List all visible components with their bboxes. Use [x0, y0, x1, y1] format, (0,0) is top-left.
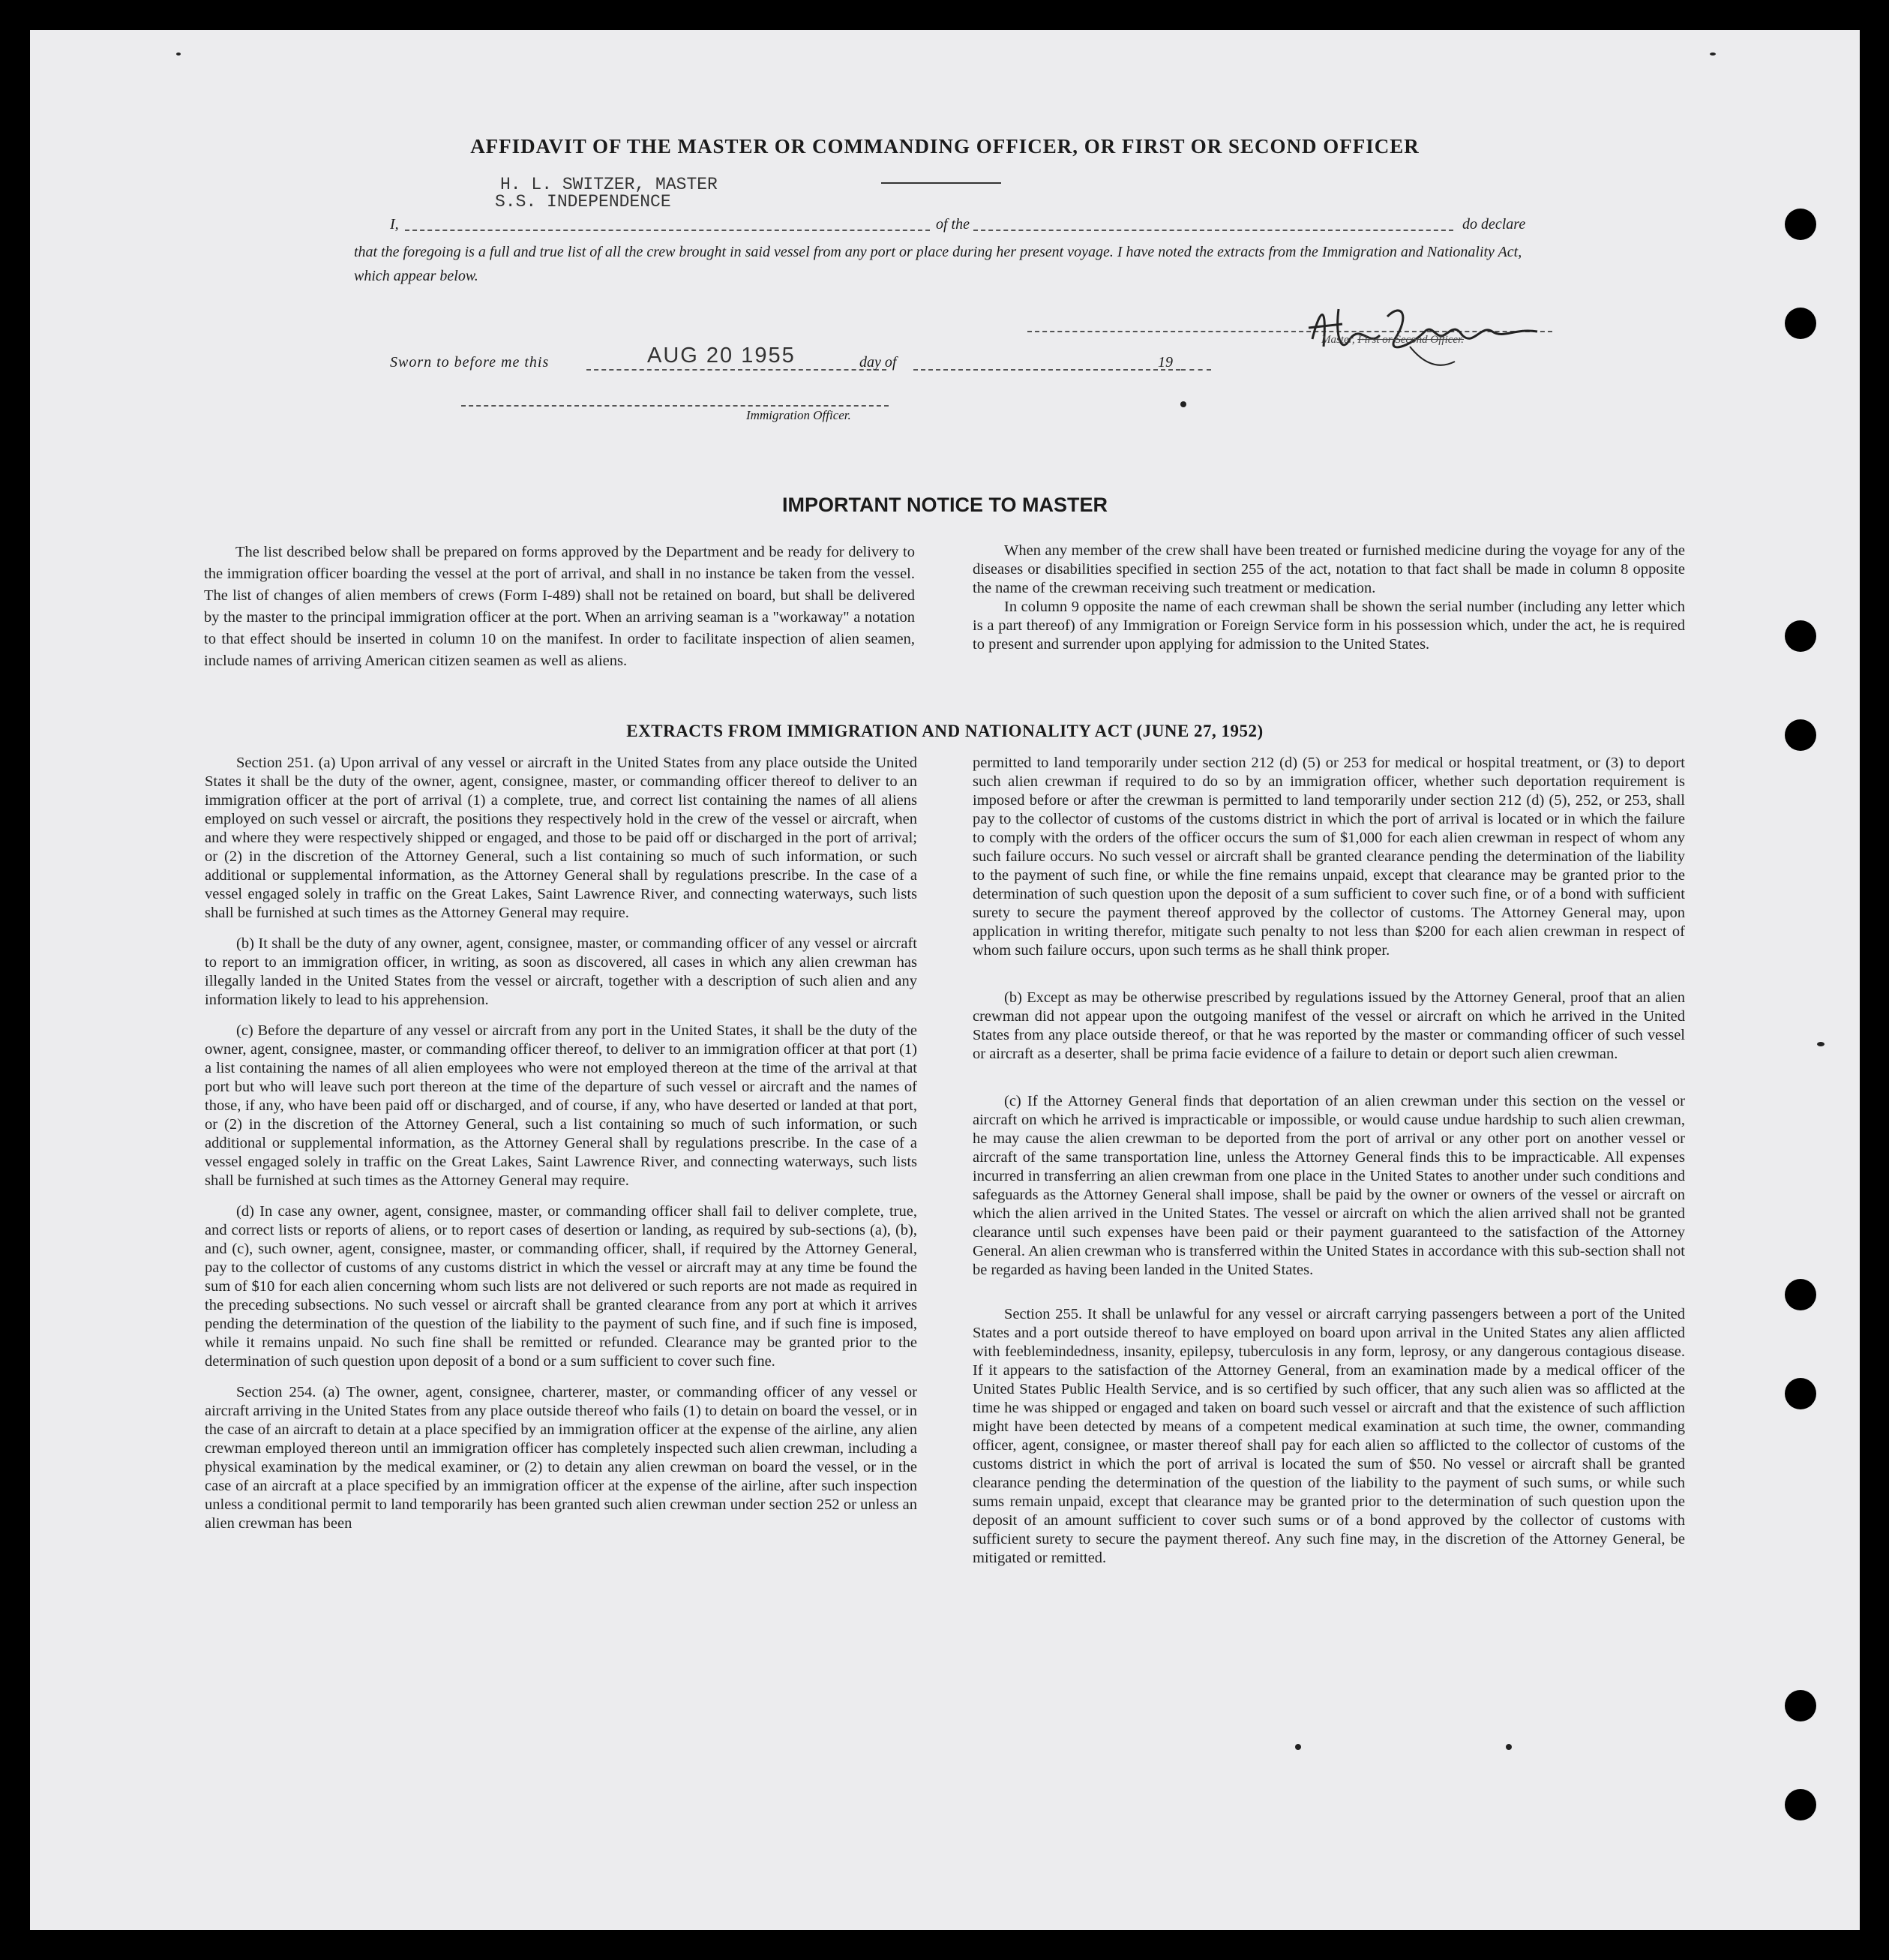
vessel-blank — [973, 230, 1453, 231]
year-blank — [1181, 369, 1211, 371]
declare-do-declare: do declare — [1462, 216, 1526, 233]
affidavit-title: AFFIDAVIT OF THE MASTER OR COMMANDING OFFICER, OR FIRST OR SECOND OFFICER — [470, 135, 1420, 158]
speck — [176, 53, 181, 56]
binder-hole — [1785, 1279, 1816, 1310]
speck — [1506, 1744, 1512, 1750]
signature-caption — [1321, 334, 1464, 347]
caption-master: Master, — [1321, 334, 1358, 346]
section-paragraph: (c) Before the departure of any vessel or aircraft from any port in the United States, it shall be the duty of the owner, agent, consignee, master, or commanding officer thereof, to deliver to an immigration officer at that port (1) a list containing the names of all alien employees who were not employed thereon at the time of the arrival at that port but who will leave such port thereon at the time of the departure of such vessel or aircraft and the names of those, if any, who have been paid off or discharged, and of course, if any, who have deserted or landed at that port, or (2) in the discretion of the Attorney General, such a list containing so much of such information, or such additional or supplemental information, as the Attorney General shall by regulations prescribe. In the case of a vessel engaged solely in traffic on the Great Lakes, Saint Lawrence River, and connecting waterways, such lists shall be furnished at such times as the Attorney General may require. — [205, 1022, 917, 1189]
notice-title: IMPORTANT NOTICE TO MASTER — [782, 494, 1108, 516]
section-paragraph: (d) In case any owner, agent, consignee, master, or commanding officer shall fail to deliver complete, true, and correct lists or reports of aliens, or to report cases of desertion or landing, as required by sub-sections (a), (b), and (c), such owner, agent, consignee, master, or commanding officer, shall, if required by the Attorney General, pay to the collector of customs of any customs district in which the vessel or aircraft may at any time be found the sum of $10 for each alien concerning whom such lists are not delivered or such reports are not made as required in the preceding subsections. No such vessel or aircraft shall be granted clearance from any port at which it arrives pending the determination of the question of the liability to the payment of such fine, and if such fine is imposed, while it remains unpaid. No such fine shall be remitted or refunded. Clearance may be granted prior to the determination of such question upon deposit of a bond or a sum sufficient to cover such fine. — [205, 1203, 917, 1370]
notice-paragraph: The list described below shall be prepared on forms approved by the Department and be ready for delivery to the immigration officer boarding the vessel at the port of arrival, and shall in no instance be taken from the vessel. The list of changes of alien members of crews (Form I-489) shall not be retained on board, but shall be delivered by the master to the principal immigration officer at the port. When an arriving seaman is a "workaway" a notation to that effect should be inserted in column 10 on the manifest. In order to facilitate inspection of alien seamen, include names of arriving American citizen seamen as well as aliens. — [204, 544, 915, 669]
section-paragraph: (b) It shall be the duty of any owner, agent, consignee, master, or commanding officer of any vessel or aircraft to report to an immigration officer, in writing, as soon as discovered, all cases in which any alien crewman has illegally landed in the United States from the vessel or aircraft, together with a description of such alien and any information likely to lead to his apprehension. — [205, 935, 917, 1008]
speck — [1180, 401, 1186, 407]
extracts-right-column — [973, 754, 1685, 1580]
document-page — [30, 30, 1860, 1930]
title-rule — [881, 182, 1001, 184]
stamped-date: AUG 20 1955 — [647, 344, 796, 368]
binder-hole — [1785, 719, 1816, 751]
day-of-label: day of — [859, 354, 897, 371]
speck — [1295, 1744, 1301, 1750]
section-paragraph: Section 255. It shall be unlawful for any vessel or aircraft carrying passengers between a port of the United States and a port outside thereof to have employed on board upon arrival in the United States any alien afflicted with feeblemindedness, insanity, epilepsy, tuberculosis in any form, leprosy, or any dangerous contagious disease. If it appears to the satisfaction of the Attorney General, from an examination made by a medical officer of the United States Public Health Service, and is so certified by such officer, that any such alien was so afflicted at the time he was shipped or engaged and taken on board such vessel or aircraft and that the existence of such affliction might have been detected by means of a competent medical examination at such time, the owner, commanding officer, agent, consignee, or master thereof shall pay for each alien so afflicted to the collector of customs of the customs district in which the port of arrival is located the sum of $50. No vessel or aircraft shall be granted clearance pending the determination of the question of the liability to the payment of such sums, or while such sums remain unpaid, except that clearance may be granted prior to the determination of such question upon the deposit of an amount sufficient to cover such sums or of a bond approved by the collector of customs with sufficient surety to secure the payment thereof. Any such fine may, in the discretion of the Attorney General, be mitigated or remitted. — [973, 1306, 1685, 1566]
typed-vessel-name: S.S. INDEPENDENCE — [495, 192, 671, 212]
declaration-text: that the foregoing is a full and true list of all the crew brought in said vessel from any port or place during her present voyage. I have noted the extracts from the Immigration and Nationality Act, which appear below. — [354, 244, 1522, 284]
notice-paragraph: In column 9 opposite the name of each crewman shall be shown the serial number (including any letter which is a part thereof) of any Immigration or Foreign Service form in his possession which, under the act, he is required to present and surrender upon applying for admission to the United States. — [973, 599, 1685, 653]
section-paragraph: Section 251. (a) Upon arrival of any vessel or aircraft in the United States from any place outside the United States it shall be the duty of the owner, agent, consignee, master, or commanding officer thereof to deliver to an immigration officer at the port of arrival (1) a complete, true, and correct list containing the names of all aliens employed on such vessel or aircraft, the positions they respectively hold in the crew of the vessel or aircraft, when and where they were respectively shipped or engaged, and those to be paid off or discharged in the port of arrival; or (2) in the discretion of the Attorney General, such a list containing so much of such information, or such additional or supplemental information, as the Attorney General shall by regulations prescribe. In the case of a vessel engaged solely in traffic on the Great Lakes, Saint Lawrence River, and connecting waterways, such lists shall be furnished at such times as the Attorney General may require. — [205, 755, 917, 921]
binder-hole — [1785, 620, 1816, 652]
year-label: 19 — [1158, 354, 1173, 371]
sworn-date-blank — [586, 369, 886, 371]
binder-hole — [1785, 1378, 1816, 1409]
officer-line — [461, 405, 889, 407]
binder-hole — [1785, 209, 1816, 240]
extracts-left-column — [205, 754, 917, 1545]
section-paragraph: Section 254. (a) The owner, agent, consignee, charterer, master, or commanding officer of any vessel or aircraft arriving in the United States from any place outside thereof who fails (1) to detain on board the vessel, or in the case of an aircraft to detain at a place specified by an immigration officer at the expense of the airline, any alien crewman employed thereon until an immigration officer has completely inspected such alien crewman, including a physical examination by the medical examiner, or (2) to detain any alien crewman on board the vessel, or in the case of an aircraft at a place specified by an immigration officer at the expense of the airline, after such inspection unless a conditional permit to land temporarily has been granted such alien crewman under section 252 or unless an alien crewman has been — [205, 1384, 917, 1532]
typed-master-name: H. L. SWITZER, MASTER — [500, 175, 718, 194]
notice-right-column — [973, 542, 1685, 654]
month-blank — [913, 369, 1180, 371]
section-paragraph: (b) Except as may be otherwise prescribed by regulations issued by the Attorney General, proof that an alien crewman did not appear upon the outgoing manifest of the vessel or aircraft on which he arrived in the United States from any place outside thereof, or that he was reported by the master or commanding officer of such vessel or aircraft as a deserter, shall be prima facie evidence of a failure to detain or deport such alien crewman. — [973, 989, 1685, 1062]
caption-struck: First or Second Officer. — [1357, 334, 1464, 346]
notice-paragraph: When any member of the crew shall have been treated or furnished medicine during the voyage for any of the diseases or disabilities specified in section 255 of the act, notation to that fact shall be made in column 8 opposite the name of the crewman receiving such treatment or medication. — [973, 542, 1685, 596]
notice-left-column — [204, 542, 915, 672]
binder-hole — [1785, 308, 1816, 339]
binder-hole — [1785, 1690, 1816, 1721]
name-blank — [405, 230, 930, 231]
section-paragraph: permitted to land temporarily under section 212 (d) (5) or 253 for medical or hospital treatment, or (3) to deport such alien crewman if required to do so by an immigration officer, whether such deportation requirement is imposed before or after the crewman is permitted to land temporarily under section 212 (d) (5), 252, or 253, shall pay to the collector of customs of the customs district in which the port of arrival is located or in which the failure to comply with the orders of the officer occurs the sum of $1,000 for each alien crewman in respect of whom any such failure occurs. No such vessel or aircraft shall be granted clearance pending the determination of the liability to the payment of such fine, or while the fine remains unpaid, except that clearance may be granted prior to the determination of such question upon the deposit of a sum sufficient to cover such fine, or of a bond with sufficient surety to secure the payment thereof approved by the collector of customs. The Attorney General may, upon application in writing therefor, mitigate such penalty to not less than $200 for each alien crewman in respect of whom such failure occurs, upon such terms as he shall think proper. — [973, 755, 1685, 959]
declare-of-the: of the — [936, 216, 970, 233]
binder-hole — [1785, 1789, 1816, 1820]
section-paragraph: (c) If the Attorney General finds that deportation of an alien crewman under this section on the vessel or aircraft on which he arrived is impracticable or impossible, or would cause undue hardship to such alien crewman, he may cause the alien crewman to be deported from the port of arrival or any other port on another vessel or aircraft of the same transportation line, unless the Attorney General finds this to be impracticable. All expenses incurred in transferring an alien crewman from one place in the United States to another under such conditions and safeguards as the Attorney General shall impose, shall be paid by the owner or owners of the vessel or aircraft on which the alien arrived in the United States. The vessel or aircraft on which the alien arrived shall not be granted clearance until such expenses have been paid or their payment guaranteed to the satisfaction of the Attorney General. An alien crewman who is transferred within the United States in accordance with this sub-section shall not be regarded as having been landed in the United States. — [973, 1093, 1685, 1278]
sworn-label: Sworn to before me this — [390, 354, 550, 371]
speck — [1817, 1042, 1825, 1046]
extracts-title: EXTRACTS FROM IMMIGRATION AND NATIONALITY ACT (JUNE 27, 1952) — [626, 722, 1264, 740]
speck — [1710, 53, 1716, 56]
declare-i: I, — [390, 216, 399, 233]
officer-caption: Immigration Officer. — [746, 408, 851, 422]
